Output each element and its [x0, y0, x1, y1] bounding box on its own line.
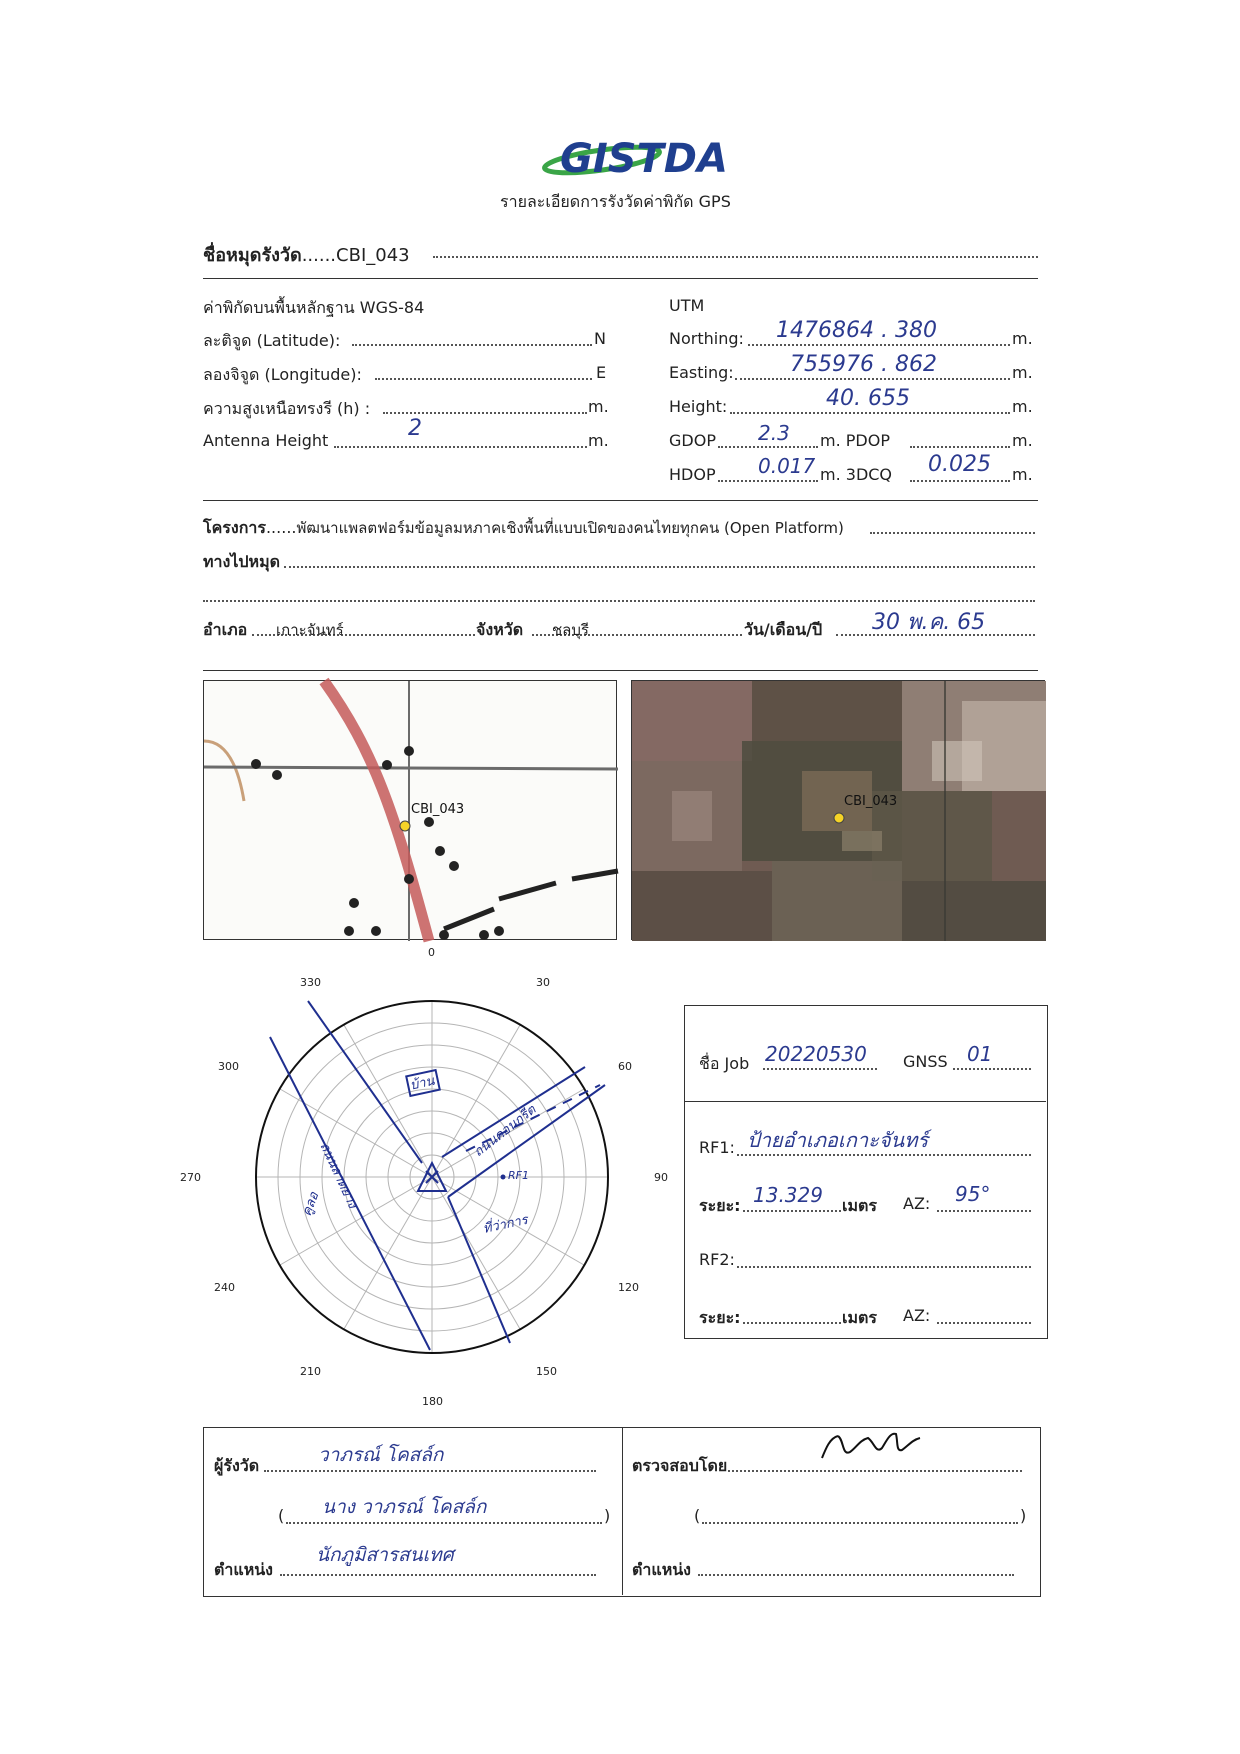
job-value: 20220530 — [765, 1042, 867, 1066]
surveyor-position-field — [280, 1574, 596, 1576]
wgs84-heading: ค่าพิกัดบนพื้นหลักฐาน WGS-84 — [203, 298, 425, 317]
rf2-field — [737, 1266, 1031, 1268]
gdop-label: GDOP — [669, 431, 716, 450]
station-name-value: CBI_043 — [336, 245, 410, 266]
hdop-label: HDOP — [669, 465, 716, 484]
pdop-label: m. PDOP — [820, 431, 890, 450]
sketch-house-label: บ้าน — [408, 1073, 436, 1094]
gistda-logo — [530, 128, 728, 184]
antenna-height-label: Antenna Height — [203, 431, 329, 450]
latitude-label: ละติจูด (Latitude): — [203, 331, 341, 350]
photo-station-label: CBI_043 — [844, 794, 898, 809]
angle-0: 0 — [428, 946, 435, 959]
distance-label: ระยะ: — [699, 1196, 741, 1215]
dcq-label: m. 3DCQ — [820, 465, 893, 484]
date-label: วัน/เดือน/ปี — [744, 620, 823, 639]
utm-height-field — [730, 412, 1010, 414]
gdop-value: 2.3 — [758, 421, 790, 445]
checker-position-label: ตำแหน่ง — [632, 1560, 691, 1579]
divider-3 — [203, 670, 1038, 671]
dcq-field — [910, 480, 1010, 482]
surveyor-fullname-value: นาง วาภรณ์ โคสล์ก — [322, 1496, 487, 1518]
district-value: เกาะจันทร์ — [276, 621, 344, 639]
map-station-marker — [400, 821, 410, 831]
ellipsoid-height-label: ความสูงเหนือทรงรี (h) : — [203, 399, 371, 418]
utm-height-label: Height: — [669, 397, 728, 416]
surveyor-fullname-field — [286, 1522, 602, 1524]
angle-180: 180 — [422, 1395, 443, 1408]
antenna-height-value: 2 — [408, 416, 422, 441]
angle-90: 90 — [654, 1171, 668, 1184]
latitude-unit: N — [594, 329, 606, 348]
gnss-field — [953, 1068, 1031, 1070]
hand-sketch — [270, 1001, 605, 1350]
easting-field — [735, 378, 1010, 380]
station-name-row: ชื่อหมุดรังวัด......CBI_043 — [203, 240, 1038, 269]
longitude-field — [375, 378, 592, 380]
checker-fullname-field — [702, 1522, 1018, 1524]
district-label: อำเภอ — [203, 620, 248, 639]
rf1-point — [501, 1175, 506, 1180]
hdop-value: 0.017 — [758, 454, 816, 478]
page-subtitle: รายละเอียดการรังวัดค่าพิกัด GPS — [500, 192, 731, 211]
easting-label: Easting: — [669, 363, 734, 382]
checker-open-paren: ( — [694, 1506, 701, 1525]
angle-240: 240 — [214, 1281, 235, 1294]
route-field-1 — [284, 566, 1035, 568]
checker-label: ตรวจสอบโดย — [632, 1456, 728, 1475]
sketch-road-right-label: ถนนคอนกรีต — [471, 1102, 540, 1161]
project-row: โครงการ......พัฒนาแพลตฟอร์มข้อมูลมหภาคเชิงพื้นที่แบบเปิดของคนไทยทุกคน (Open Platform) — [203, 518, 844, 537]
sketch-rf1-label: RF1 — [508, 1169, 529, 1182]
longitude-unit: E — [596, 363, 607, 382]
distance-unit: เมตร — [842, 1196, 877, 1215]
antenna-height-field — [334, 446, 587, 448]
dcq-value: 0.025 — [928, 452, 991, 477]
station-name-label: ชื่อหมุดรังวัด — [203, 245, 302, 266]
gnss-label: GNSS — [903, 1052, 948, 1071]
azimuth2-label: AZ: — [903, 1306, 931, 1325]
easting-unit: m. — [1012, 363, 1033, 382]
province-value: ชลบุรี — [552, 621, 589, 639]
antenna-height-unit: m. — [588, 431, 609, 450]
sketch-road-left-2-label: คูลอ — [299, 1190, 323, 1219]
sketch-office-label: ที่ว่าการ — [481, 1212, 530, 1237]
pdop-unit: m. — [1012, 431, 1033, 450]
checker-field — [728, 1470, 1022, 1472]
northing-label: Northing: — [669, 329, 744, 348]
job-field — [763, 1068, 877, 1070]
divider-1 — [203, 278, 1038, 279]
province-label: จังหวัด — [476, 620, 524, 639]
utm-height-value: 40. 655 — [826, 386, 910, 411]
job-label: ชื่อ Job — [699, 1054, 750, 1073]
distance2-unit: เมตร — [842, 1308, 877, 1327]
ellipsoid-height-field — [383, 412, 587, 414]
azimuth2-field — [937, 1322, 1031, 1324]
angle-300: 300 — [218, 1060, 239, 1073]
angle-120: 120 — [618, 1281, 639, 1294]
pdop-field — [910, 446, 1010, 448]
date-value: 30 พ.ค. 65 — [872, 610, 986, 635]
angle-270: 270 — [180, 1171, 201, 1184]
map-dash-2 — [572, 871, 618, 879]
easting-value: 755976 . 862 — [790, 352, 937, 377]
distance2-field — [743, 1322, 841, 1324]
northing-field — [748, 344, 1010, 346]
angle-150: 150 — [536, 1365, 557, 1378]
checker-close-paren: ) — [1020, 1506, 1027, 1525]
project-label: โครงการ — [203, 518, 266, 537]
polar-sketch — [180, 945, 670, 1425]
photo-station-marker — [834, 813, 844, 823]
map-curve-road — [204, 741, 244, 801]
project-value: พัฒนาแพลตฟอร์มข้อมูลมหภาคเชิงพื้นที่แบบเปิดของคนไทยทุกคน (Open Platform) — [296, 519, 844, 537]
surveyor-close-paren: ) — [604, 1506, 611, 1525]
map-dash-1 — [499, 883, 556, 899]
sketch-road-left-label: ถนนลาดยาง — [316, 1140, 360, 1211]
hdop-field — [718, 480, 818, 482]
angle-330: 330 — [300, 976, 321, 989]
satellite-photo-graphic — [632, 681, 1046, 941]
distance2-label: ระยะ: — [699, 1308, 741, 1327]
satellite-photo — [631, 680, 1045, 940]
map-horizontal-line — [204, 767, 618, 769]
rf2-label: RF2: — [699, 1250, 735, 1269]
azimuth-field — [937, 1210, 1031, 1212]
surveyor-field — [264, 1470, 596, 1472]
ellipsoid-height-unit: m. — [588, 397, 609, 416]
longitude-label: ลองจิจูด (Longitude): — [203, 365, 362, 384]
route-label: ทางไปหมุด — [203, 552, 281, 571]
angle-60: 60 — [618, 1060, 632, 1073]
route-field-2 — [203, 600, 1035, 602]
logo-text: GISTDA — [560, 136, 728, 182]
location-map-graphic — [204, 681, 618, 941]
utm-heading: UTM — [669, 296, 705, 315]
angle-210: 210 — [300, 1365, 321, 1378]
azimuth-label: AZ: — [903, 1194, 931, 1213]
map-station-label: CBI_043 — [411, 802, 465, 817]
utm-height-unit: m. — [1012, 397, 1033, 416]
rf1-label: RF1: — [699, 1138, 735, 1157]
surveyor-value: วาภรณ์ โคสล์ก — [318, 1444, 444, 1466]
map-dash-3 — [444, 909, 494, 929]
gdop-field — [718, 446, 818, 448]
checker-signature — [816, 1428, 936, 1468]
job-box-divider — [685, 1101, 1046, 1102]
surveyor-open-paren: ( — [278, 1506, 285, 1525]
polar-plot — [180, 945, 670, 1425]
distance-value: 13.329 — [753, 1183, 823, 1207]
surveyor-label: ผู้รังวัด — [214, 1456, 260, 1475]
project-trail-field — [870, 532, 1035, 534]
signoff-vertical-divider — [622, 1428, 623, 1595]
northing-value: 1476864 . 380 — [776, 318, 937, 343]
gistda-logo-mark — [530, 128, 728, 184]
rf1-value: ป้ายอำเภอเกาะจันทร์ — [747, 1128, 929, 1152]
latitude-field — [352, 344, 592, 346]
northing-unit: m. — [1012, 329, 1033, 348]
location-map — [203, 680, 617, 940]
distance-field — [743, 1210, 841, 1212]
angle-30: 30 — [536, 976, 550, 989]
divider-2 — [203, 500, 1038, 501]
dcq-unit: m. — [1012, 465, 1033, 484]
job-box — [684, 1005, 1048, 1339]
checker-position-field — [698, 1574, 1014, 1576]
surveyor-position-label: ตำแหน่ง — [214, 1560, 273, 1579]
gnss-value: 01 — [967, 1042, 993, 1066]
azimuth-value: 95° — [955, 1182, 991, 1206]
surveyor-position-value: นักภูมิสารสนเทศ — [316, 1544, 454, 1566]
signoff-box — [203, 1427, 1041, 1597]
